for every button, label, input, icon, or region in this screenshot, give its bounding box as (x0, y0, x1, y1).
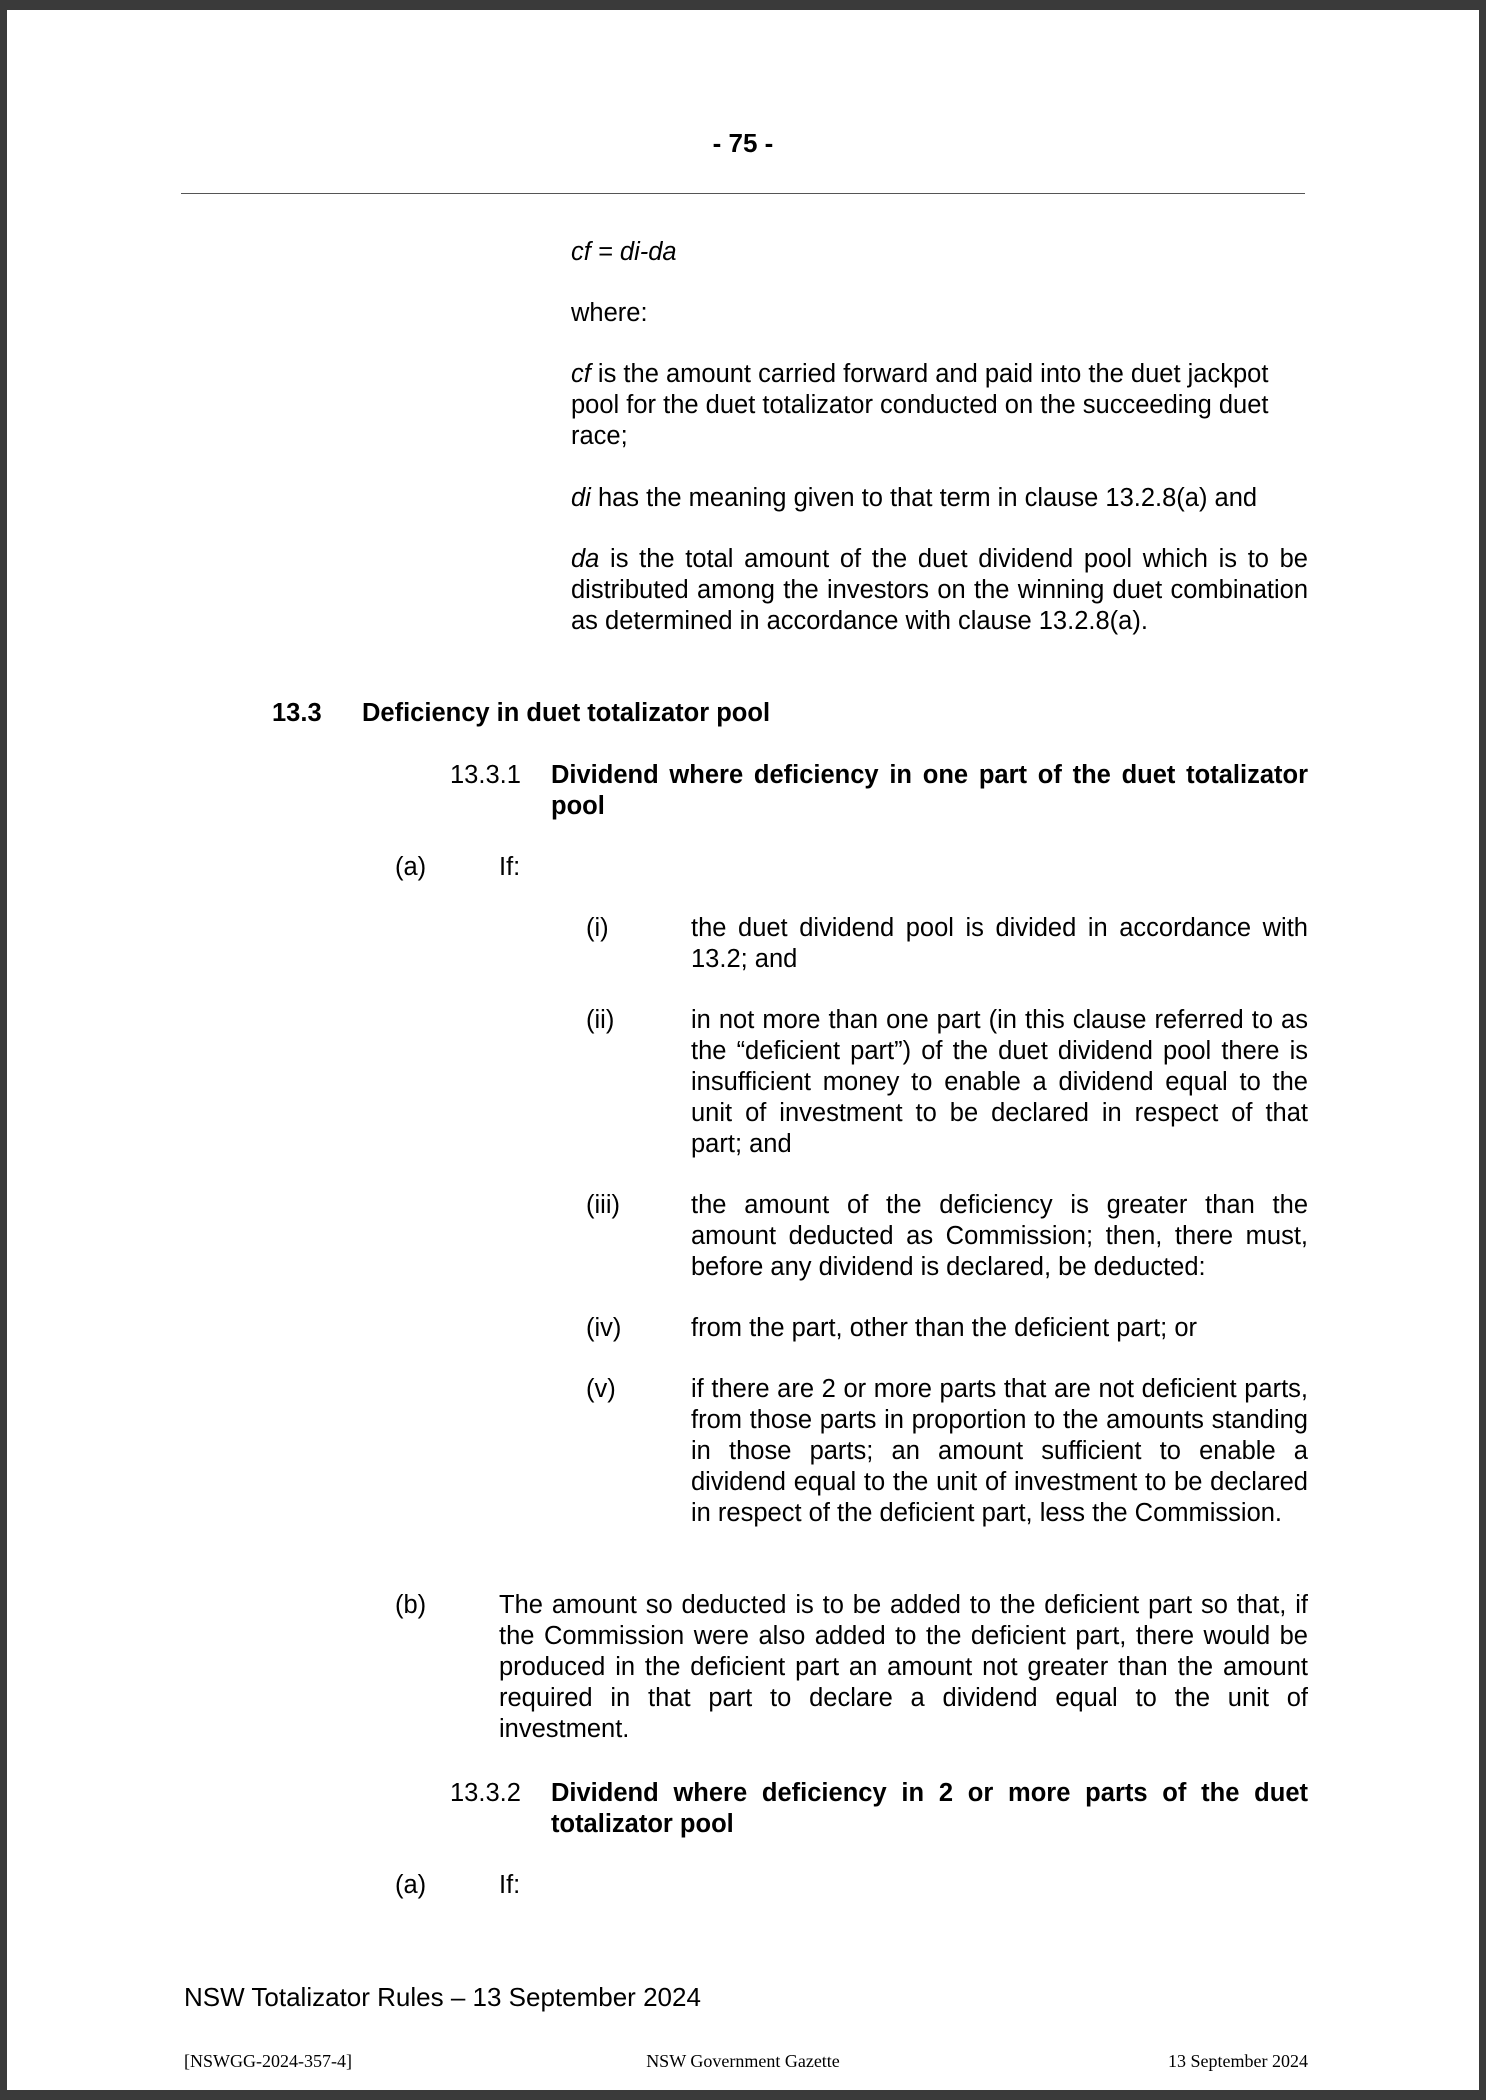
para-2a-label: (a) (395, 1871, 427, 1899)
item-iv-label: (iv) (586, 1314, 622, 1342)
subsection-1-title: Dividend where deficiency in one part of the duet totalizator pool (551, 761, 1308, 820)
section-number: 13.3 (272, 699, 322, 727)
definition-da-text: is the total amount of the duet dividend pool which is to be distributed among the investors on the winning duet combination as determined in accordance with clause 13.2.8(a). (571, 545, 1308, 635)
item-i-text: the duet dividend pool is divided in accordance with 13.2; and (691, 914, 1308, 973)
subsection-1-number: 13.3.1 (450, 761, 521, 789)
definition-cf (571, 359, 1308, 452)
footer-date: 13 September 2024 (1168, 2051, 1308, 2071)
page-number: - 75 - (712, 128, 774, 158)
para-b-label: (b) (395, 1591, 427, 1619)
item-i-label: (i) (586, 914, 609, 942)
subsection-2-title: Dividend where deficiency in 2 or more parts of the duet totalizator pool (551, 1779, 1308, 1838)
item-iii-text: the amount of the deficiency is greater than the amount deducted as Commission; then, there must, before any dividend is declared, be deducted: (691, 1191, 1308, 1281)
para-b-text: The amount so deducted is to be added to the deficient part so that, if the Commission were also added to the deficient part, there would be produced in the deficient part an amount not greater than the amount required in that part to declare a dividend equal to the unit of investment. (499, 1591, 1308, 1743)
footer-ref: [NSWGG-2024-357-4] (184, 2051, 352, 2071)
where-label: where: (571, 299, 648, 327)
item-iv-text: from the part, other than the deficient part; or (691, 1314, 1198, 1342)
header-rule (181, 193, 1305, 194)
footer-title: NSW Totalizator Rules – 13 September 2024 (184, 1982, 701, 2012)
definition-da (571, 544, 1308, 637)
definition-di (571, 483, 1308, 514)
section-title: Deficiency in duet totalizator pool (362, 699, 771, 727)
item-v-label: (v) (586, 1375, 616, 1403)
item-iii-label: (iii) (586, 1191, 620, 1219)
item-ii-label: (ii) (586, 1006, 615, 1034)
definition-di-text: has the meaning given to that term in clause 13.2.8(a) and (590, 484, 1258, 512)
term-da: da (571, 545, 600, 573)
term-cf: cf (571, 360, 591, 388)
para-a-text: If: (499, 853, 521, 881)
document-page (7, 10, 1479, 2090)
para-a-label: (a) (395, 853, 427, 881)
definition-cf-text: is the amount carried forward and paid into the duet jackpot pool for the duet totalizator conducted on the succeeding duet race; (571, 360, 1269, 450)
item-v-text: if there are 2 or more parts that are not deficient parts, from those parts in proportion to the amounts standing in those parts; an amount sufficient to enable a dividend equal to the unit of investment to be declared in respect of the deficient part, less the Commission. (691, 1375, 1308, 1527)
para-2a-text: If: (499, 1871, 521, 1899)
formula: cf = di-da (571, 238, 677, 266)
term-di: di (571, 484, 591, 512)
footer-gazette: NSW Government Gazette (646, 2051, 840, 2071)
subsection-2-number: 13.3.2 (450, 1779, 521, 1807)
item-ii-text: in not more than one part (in this clause referred to as the “deficient part”) of the duet dividend pool there is insufficient money to enable a dividend equal to the unit of investment to be declared in respect of that part; and (691, 1006, 1308, 1158)
